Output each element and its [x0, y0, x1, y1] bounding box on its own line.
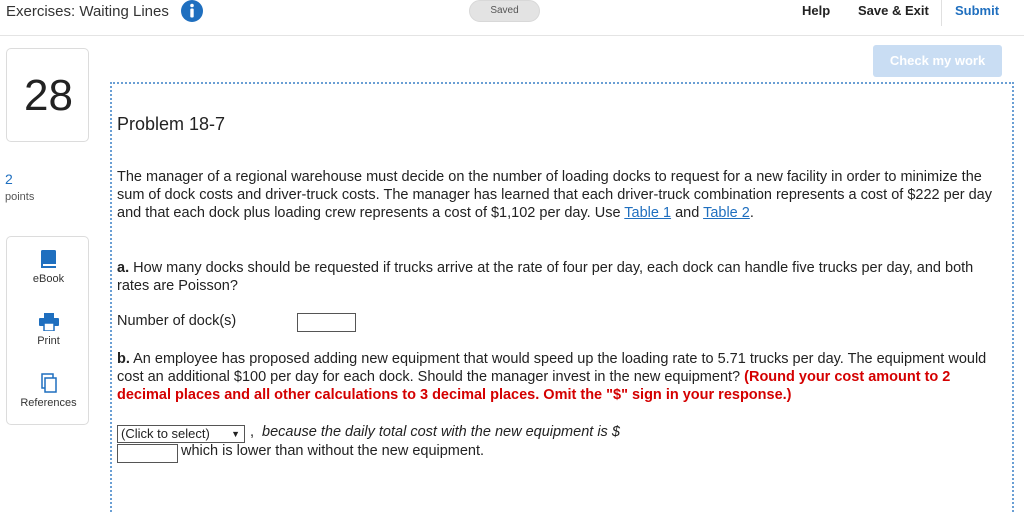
lower-text: which is lower than without the new equipment. [181, 443, 485, 459]
assignment-title: Exercises: Waiting Lines [6, 3, 169, 20]
submit-button[interactable]: Submit [955, 3, 1000, 18]
tools-panel [6, 236, 89, 425]
docks-label: Number of dock(s) [117, 313, 237, 329]
dropdown-arrow-icon: ▼ [231, 429, 240, 439]
comma: , [250, 424, 255, 440]
references-label: References [20, 397, 77, 409]
check-my-work-button[interactable]: Check my work [873, 45, 1002, 77]
ebook-label: eBook [32, 273, 65, 285]
divider [941, 0, 942, 26]
printer-icon [39, 313, 59, 331]
print-label: Print [37, 335, 60, 347]
part-a-label: a. [117, 260, 130, 276]
part-a-text: How many docks should be requested if trucks arrive at the rate of four per day, each dock can handle five trucks per day, and both rates are Poisson? [117, 260, 974, 294]
part-b-instruction: (Round your cost amount to 2 decimal places and all other calculations to 3 decimal places. Omit the "$" sign in your response.) [117, 369, 951, 403]
saved-status-badge: Saved [469, 0, 540, 22]
part-b-text: An employee has proposed adding new equipment that would speed up the loading rate to 5.71 trucks per day. The equipment would cost an additional $100 per day for each dock. Should the manager invest in the new equipment? [117, 351, 987, 385]
question-number-box [6, 48, 89, 142]
points-value: 2 [5, 171, 13, 187]
save-exit-button[interactable]: Save & Exit [858, 3, 929, 18]
help-button[interactable]: Help [802, 3, 831, 18]
references-icon [41, 373, 57, 393]
because-text: because the daily total cost with the new equipment is $ [262, 424, 620, 440]
cost-input[interactable] [117, 444, 178, 463]
ebook-button[interactable] [7, 249, 90, 285]
question-number: 28 [24, 71, 73, 120]
book-icon [40, 249, 58, 269]
invest-select[interactable] [117, 425, 245, 443]
select-value: (Click to select) [121, 426, 210, 441]
problem-intro [117, 168, 1007, 222]
intro-text: The manager of a regional warehouse must decide on the number of loading docks to request for a new facility in order to minimize the sum of dock costs and driver-truck costs. The manager has learned that each driver-truck combination represents a cost of $222 per day and that each dock plus loading crew represents a cost of $1,102 per day. Use [117, 169, 992, 221]
table-2-link[interactable]: Table 2 [703, 205, 750, 221]
top-bar [0, 0, 1024, 36]
docks-input[interactable] [297, 313, 356, 332]
problem-title: Problem 18-7 [117, 114, 226, 134]
part-a-question [117, 259, 1007, 295]
info-icon[interactable] [181, 0, 203, 22]
points-label: points [5, 191, 35, 203]
and-text: and [675, 205, 700, 221]
table-1-link[interactable]: Table 1 [624, 205, 672, 221]
part-b-label: b. [117, 351, 130, 367]
references-button[interactable] [7, 373, 90, 409]
period-text: . [749, 205, 754, 221]
part-b-question [117, 350, 1007, 404]
print-button[interactable] [7, 313, 90, 347]
